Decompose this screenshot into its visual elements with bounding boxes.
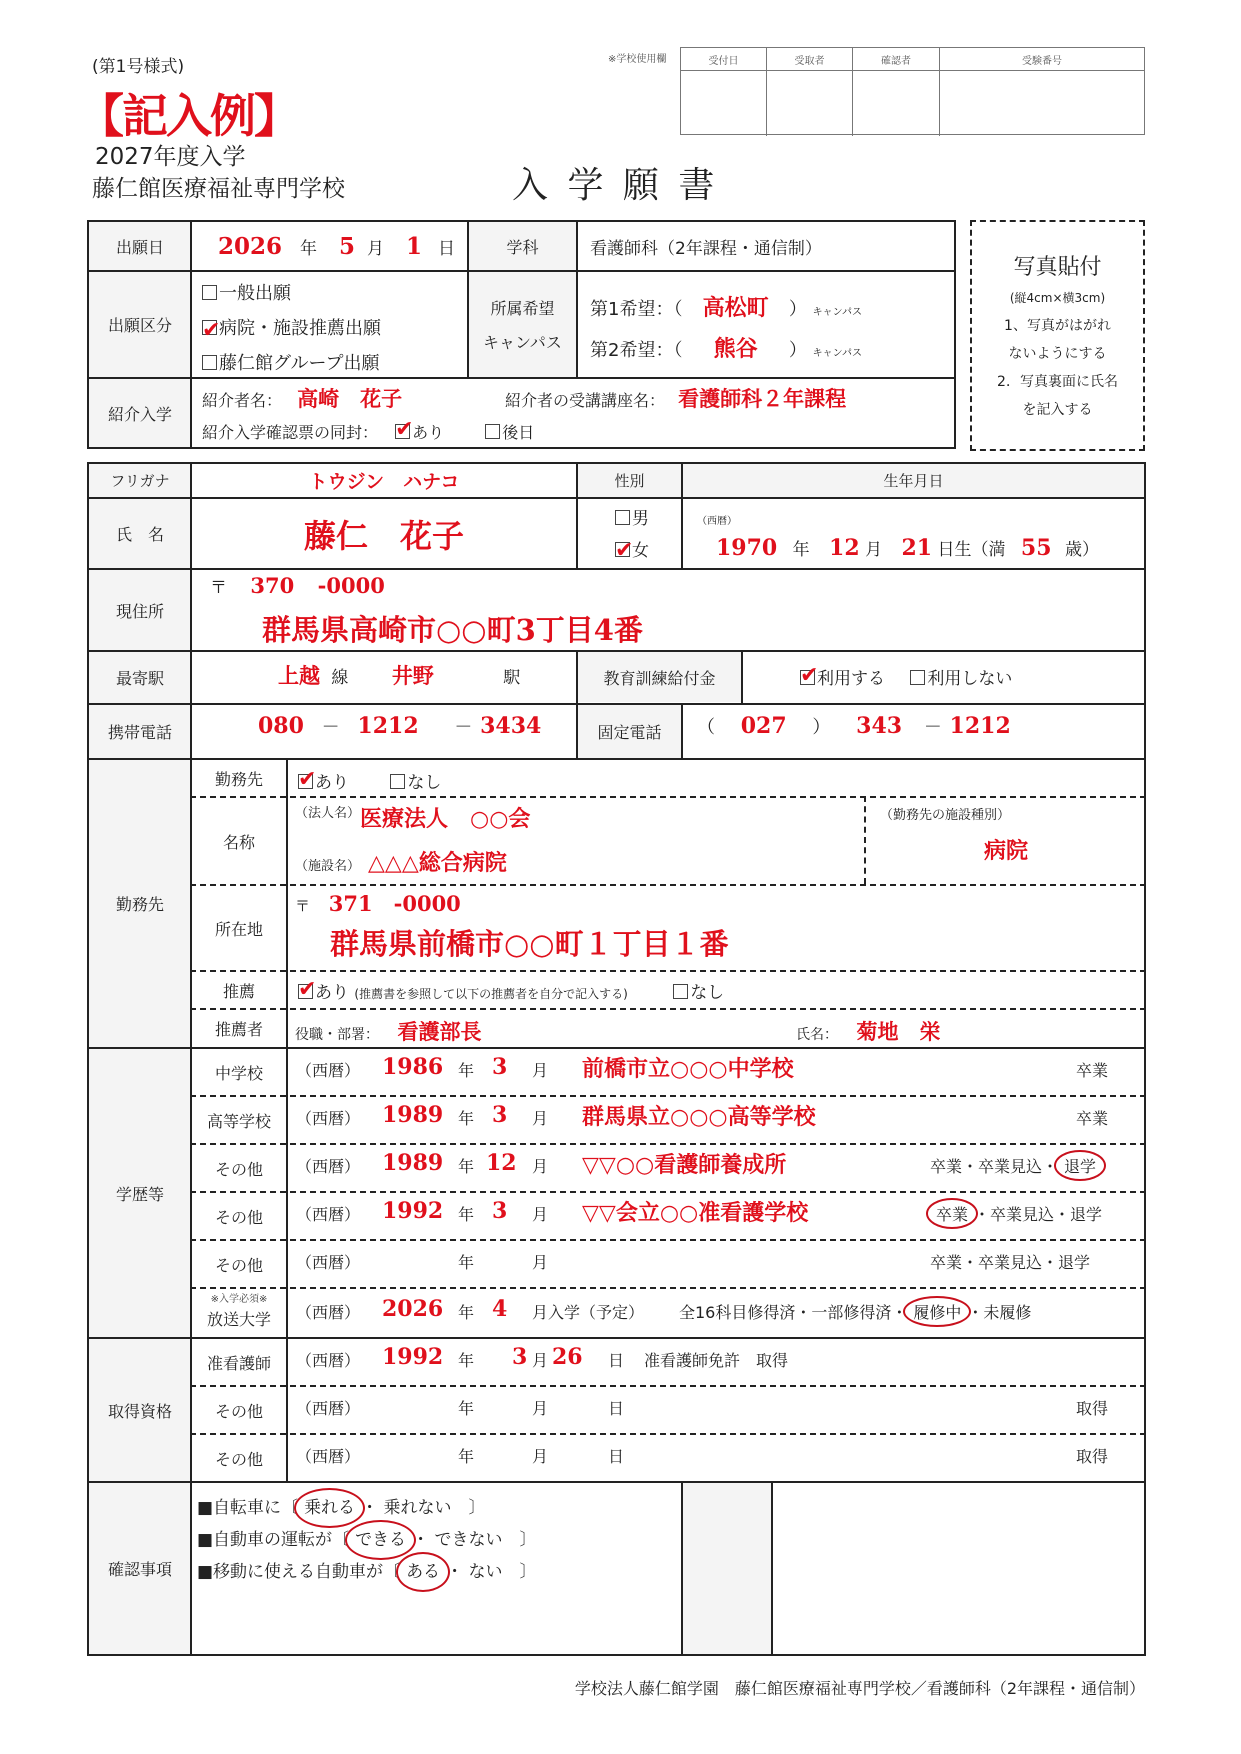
recommender-label: 推薦者 bbox=[214, 1020, 263, 1039]
confirm-section-label: 確認事項 bbox=[107, 1560, 172, 1579]
workplace-postal-value: 371 -0000 bbox=[328, 891, 461, 916]
seireki: （西暦） bbox=[296, 1303, 361, 1322]
status-circled: 履修中 bbox=[903, 1296, 971, 1327]
referrer-course: 看護師科２年課程 bbox=[678, 386, 847, 411]
birth-year: 1970 bbox=[716, 535, 778, 561]
seireki: （西暦） bbox=[296, 1061, 361, 1080]
referrer-course-label: 紹介者の受講講座名： bbox=[505, 391, 666, 410]
photo-note: ないようにする bbox=[1008, 346, 1107, 362]
choice-label: 第2希望：（ bbox=[590, 340, 683, 361]
recommender-name-field[interactable] bbox=[796, 1016, 940, 1046]
gender-options bbox=[615, 503, 649, 567]
col-receiver: 受取者 bbox=[767, 48, 853, 136]
mobile-phone[interactable] bbox=[258, 713, 541, 739]
campus-label bbox=[469, 292, 576, 360]
benefit-use-label: 利用する bbox=[817, 669, 885, 689]
choice-label: 第1希望：（ bbox=[590, 299, 683, 320]
referral-enclosed-label: 紹介入学確認票の同封： bbox=[202, 423, 379, 442]
campus-suffix: キャンパス bbox=[812, 348, 862, 359]
qualification-row[interactable] bbox=[296, 1344, 1146, 1371]
status-circled: 退学 bbox=[1054, 1150, 1106, 1181]
recommender-name: 菊地 栄 bbox=[856, 1019, 941, 1044]
dept-label: 学科 bbox=[506, 237, 539, 257]
status-options: ・未履修 bbox=[967, 1303, 1032, 1322]
benefit-use[interactable] bbox=[800, 669, 885, 689]
checkbox-icon bbox=[615, 510, 630, 525]
status-circled: 卒業 bbox=[926, 1198, 978, 1229]
benefit-options bbox=[800, 664, 1012, 689]
corp-name-field[interactable] bbox=[295, 802, 530, 833]
category-label: 出願区分 bbox=[107, 316, 172, 335]
confirm-rest: ・ ない 〕 bbox=[446, 1562, 537, 1582]
unit: 年 bbox=[458, 1253, 475, 1272]
confirm-prefix: ■自動車の運転が〔 bbox=[197, 1530, 350, 1550]
facility-label: （施設名） bbox=[295, 859, 361, 874]
dash: － bbox=[321, 717, 340, 738]
unit: 年 bbox=[458, 1447, 475, 1466]
seireki: （西暦） bbox=[296, 1109, 361, 1128]
unit: 日生（満 bbox=[937, 540, 1006, 560]
edu-year: 1992 bbox=[382, 1198, 444, 1224]
corp-label: （法人名） bbox=[295, 806, 361, 821]
qual-type: その他 bbox=[214, 1449, 263, 1469]
unit: 月 bbox=[532, 1447, 549, 1466]
workplace-address[interactable]: 群馬県前橋市○○町１丁目１番 bbox=[330, 927, 729, 961]
school-name: 藤仁館医療福祉専門学校 bbox=[92, 176, 345, 202]
confirm-rest: ・ 乗れない 〕 bbox=[361, 1498, 486, 1518]
birth-date[interactable] bbox=[716, 535, 1099, 561]
option-label: 一般出願 bbox=[219, 283, 291, 304]
edu-status bbox=[930, 1202, 1102, 1225]
confirm-circled: 乗れる bbox=[294, 1488, 365, 1528]
unit: 月 bbox=[532, 1157, 549, 1176]
confirm-circled: できる bbox=[345, 1520, 416, 1560]
enclosed-yes-label: あり bbox=[412, 423, 445, 442]
qual-type: 准看護師 bbox=[206, 1353, 271, 1373]
referral-label: 紹介入学 bbox=[107, 404, 172, 424]
confirm-circled: ある bbox=[396, 1552, 450, 1592]
workplace-yes-label: あり bbox=[315, 773, 349, 793]
unit: 線 bbox=[331, 668, 349, 688]
unit: 月 bbox=[865, 540, 883, 560]
qual-day: 26 bbox=[552, 1344, 583, 1370]
workplace-section-label: 勤務先 bbox=[115, 895, 164, 914]
form-number: (第1号様式) bbox=[92, 57, 185, 77]
univ-label: 放送大学 bbox=[206, 1310, 271, 1329]
seireki: （西暦） bbox=[296, 1399, 361, 1418]
gender-female[interactable] bbox=[615, 535, 649, 567]
application-date[interactable] bbox=[192, 222, 467, 270]
edu-status: 卒業・卒業見込・退学 bbox=[930, 1253, 1091, 1272]
facility-name: △△△総合病院 bbox=[368, 850, 507, 876]
birth-label: 生年月日 bbox=[883, 472, 944, 490]
unit: 月 bbox=[532, 1399, 549, 1418]
campus-choice-2[interactable] bbox=[590, 331, 862, 372]
univ-label-cell bbox=[192, 1290, 286, 1330]
edu-type: 中学校 bbox=[214, 1063, 263, 1083]
paren: ） bbox=[788, 340, 807, 361]
gender-female-label: 女 bbox=[632, 541, 649, 561]
address-label: 現住所 bbox=[115, 601, 164, 621]
referrer-course-field[interactable] bbox=[505, 383, 846, 413]
unit: 年 bbox=[458, 1205, 475, 1224]
unit: 年 bbox=[458, 1109, 475, 1128]
photo-note: 2．写真裏面に氏名 bbox=[997, 374, 1118, 390]
category-options bbox=[202, 276, 381, 381]
status-options: ・卒業見込・退学 bbox=[974, 1205, 1103, 1224]
campus-2-value: 熊谷 bbox=[713, 336, 758, 362]
recommend-label: 推薦 bbox=[222, 981, 255, 1001]
workplace-exists-label: 勤務先 bbox=[214, 769, 263, 789]
qualification-row[interactable] bbox=[296, 1444, 1146, 1467]
year-line: 2027年度入学 bbox=[95, 144, 246, 170]
checkbox-icon bbox=[910, 670, 925, 685]
edu-status: 卒業 bbox=[1076, 1061, 1109, 1080]
seireki: （西暦） bbox=[296, 1205, 361, 1224]
postal-icon: 〒 bbox=[210, 578, 227, 598]
recommend-no[interactable] bbox=[673, 983, 724, 1003]
dash: － bbox=[454, 717, 473, 738]
unit: 月入学（予定） bbox=[532, 1303, 645, 1322]
option-group[interactable] bbox=[202, 346, 381, 381]
referrer-name: 高崎 花子 bbox=[297, 386, 403, 411]
edu-status bbox=[930, 1154, 1102, 1177]
day-unit: 日 bbox=[438, 238, 456, 259]
edu-month: 3 bbox=[492, 1054, 508, 1080]
dept-value: 看護師科（2年課程・通信制） bbox=[590, 238, 822, 259]
mobile-2: 1212 bbox=[357, 713, 419, 739]
qual-text: 准看護師免許 取得 bbox=[644, 1351, 789, 1370]
school-use-table bbox=[680, 47, 1145, 135]
landline-3: 1212 bbox=[949, 713, 1011, 739]
campus-label-line1: 所属希望 bbox=[490, 299, 555, 318]
page-title: 入 学 願 書 bbox=[512, 165, 719, 206]
univ-row[interactable] bbox=[296, 1296, 1146, 1323]
edu-type: その他 bbox=[214, 1255, 263, 1275]
qual-year: 1992 bbox=[382, 1344, 444, 1370]
confirm-bicycle[interactable] bbox=[197, 1492, 536, 1524]
month-unit: 月 bbox=[367, 238, 385, 259]
year-unit: 年 bbox=[300, 238, 318, 259]
recommender-name-label: 氏名： bbox=[796, 1027, 838, 1043]
unit: 歳） bbox=[1064, 540, 1099, 560]
option-hospital-recommend[interactable] bbox=[202, 311, 381, 346]
edu-school: ▽▽○○看護師養成所 bbox=[582, 1152, 787, 1178]
workplace-postal[interactable] bbox=[295, 888, 461, 918]
campus-suffix: キャンパス bbox=[812, 307, 862, 318]
confirm-driving[interactable] bbox=[197, 1524, 536, 1556]
unit: 駅 bbox=[503, 668, 521, 688]
education-row[interactable] bbox=[296, 1102, 1146, 1130]
photo-area bbox=[970, 220, 1145, 451]
paren: （ bbox=[697, 717, 715, 738]
status-options: 全16科目修得済・一部修得済・ bbox=[679, 1303, 908, 1322]
name-value[interactable]: 藤仁 花子 bbox=[303, 516, 464, 555]
status-options: 卒業・卒業見込・ bbox=[930, 1157, 1059, 1176]
postal-code[interactable] bbox=[210, 573, 385, 598]
gender-label: 性別 bbox=[614, 472, 645, 490]
edu-type: 高等学校 bbox=[206, 1111, 271, 1131]
edu-status: 卒業 bbox=[1076, 1109, 1109, 1128]
confirm-items bbox=[197, 1492, 536, 1588]
option-label: 藤仁館グループ出願 bbox=[219, 353, 380, 374]
seireki-note: （西暦） bbox=[697, 516, 737, 527]
paren: ） bbox=[812, 717, 831, 738]
seireki: （西暦） bbox=[296, 1157, 361, 1176]
seireki: （西暦） bbox=[296, 1447, 361, 1466]
unit: 月 bbox=[532, 1205, 549, 1224]
qualifications-section-label: 取得資格 bbox=[107, 1401, 172, 1421]
example-mark: 【記入例】 bbox=[78, 89, 298, 143]
education-row[interactable] bbox=[296, 1198, 1146, 1226]
recommend-no-label: なし bbox=[690, 983, 725, 1003]
edu-school: 群馬県立○○○高等学校 bbox=[582, 1104, 816, 1130]
confirm-rest: ・ できない 〕 bbox=[412, 1530, 537, 1550]
campus-label-line2: キャンパス bbox=[483, 333, 562, 352]
corp-name: 医療法人 ○○会 bbox=[360, 806, 531, 832]
photo-note: を記入する bbox=[1022, 402, 1093, 418]
referrer-name-field[interactable] bbox=[202, 383, 402, 413]
referral-enclosed bbox=[202, 420, 534, 443]
referrer-name-label: 紹介者名： bbox=[202, 391, 283, 410]
name-label: 氏 名 bbox=[115, 525, 164, 544]
col-exam-number: 受験番号 bbox=[1022, 56, 1062, 67]
photo-note: 1、写真がはがれ bbox=[1004, 318, 1111, 334]
gender-male-label: 男 bbox=[632, 509, 649, 529]
workplace-location-label: 所在地 bbox=[214, 919, 263, 939]
univ-month: 4 bbox=[492, 1296, 508, 1322]
photo-size: (縦4cm×横3cm) bbox=[1009, 291, 1106, 305]
univ-note: ※入学必須※ bbox=[210, 1294, 268, 1305]
unit: 年 bbox=[458, 1061, 475, 1080]
education-row[interactable] bbox=[296, 1054, 1146, 1082]
education-row[interactable] bbox=[296, 1150, 1146, 1178]
unit: 日 bbox=[608, 1447, 625, 1466]
address-value[interactable]: 群馬県高崎市○○町3丁目4番 bbox=[262, 613, 643, 647]
recommender-position-field[interactable] bbox=[295, 1016, 481, 1046]
facility-type-label: （勤務先の施設種別） bbox=[880, 808, 1011, 823]
mobile-1: 080 bbox=[258, 713, 304, 739]
unit: 年 bbox=[458, 1303, 475, 1322]
station-label: 最寄駅 bbox=[115, 669, 164, 688]
benefit-label: 教育訓練給付金 bbox=[603, 669, 716, 688]
birth-day: 21 bbox=[901, 535, 933, 561]
age: 55 bbox=[1020, 535, 1052, 561]
enclosed-later[interactable] bbox=[485, 423, 534, 442]
unit: 日 bbox=[608, 1351, 625, 1370]
gender-male[interactable] bbox=[615, 503, 649, 535]
edu-month: 12 bbox=[486, 1150, 517, 1176]
postal-2: -0000 bbox=[317, 573, 385, 598]
edu-month: 3 bbox=[492, 1102, 508, 1128]
date-day: 1 bbox=[406, 232, 423, 260]
seireki: （西暦） bbox=[296, 1351, 361, 1370]
edu-year: 1986 bbox=[382, 1054, 444, 1080]
campus-choices bbox=[590, 290, 862, 372]
unit: 月 bbox=[532, 1061, 549, 1080]
unit: 年 bbox=[458, 1399, 475, 1418]
photo-title: 写真貼付 bbox=[1013, 255, 1102, 280]
recommend-yes-label: あり bbox=[315, 983, 349, 1003]
checkbox-checked-icon bbox=[298, 984, 313, 999]
qual-type: その他 bbox=[214, 1401, 263, 1421]
position-label: 役職・部署： bbox=[295, 1027, 379, 1043]
education-section-label: 学歴等 bbox=[115, 1184, 164, 1204]
furigana-label: フリガナ bbox=[110, 472, 170, 490]
date-month: 5 bbox=[339, 232, 356, 260]
benefit-not-use[interactable] bbox=[910, 669, 1012, 689]
nearest-station[interactable] bbox=[278, 660, 520, 690]
workplace-no-label: なし bbox=[407, 773, 442, 793]
facility-type[interactable]: 病院 bbox=[983, 838, 1028, 864]
unit: 年 bbox=[792, 540, 810, 560]
enclosed-later-label: 後日 bbox=[502, 423, 535, 442]
workplace-no[interactable] bbox=[390, 773, 441, 793]
confirm-prefix: ■自転車に〔 bbox=[197, 1498, 299, 1518]
benefit-not-use-label: 利用しない bbox=[927, 669, 1013, 689]
workplace-yes[interactable] bbox=[298, 773, 349, 793]
checkbox-checked-icon bbox=[615, 542, 630, 557]
unit: 日 bbox=[608, 1399, 625, 1418]
mobile-label: 携帯電話 bbox=[107, 723, 172, 742]
edu-school: ▽▽会立○○准看護学校 bbox=[582, 1200, 809, 1226]
unit: 年 bbox=[458, 1157, 475, 1176]
checkbox-icon bbox=[390, 774, 405, 789]
paren: ） bbox=[788, 299, 807, 320]
recommend-note: (推薦書を参照して以下の推薦者を自分で記入する) bbox=[354, 987, 628, 1001]
unit: 月 bbox=[532, 1253, 549, 1272]
workplace-name-label: 名称 bbox=[222, 832, 255, 852]
campus-choice-1[interactable] bbox=[590, 290, 862, 331]
line-name: 上越 bbox=[278, 663, 320, 688]
col-received-date: 受付日 bbox=[681, 48, 767, 136]
edu-year: 1989 bbox=[382, 1102, 444, 1128]
qual-suffix: 取得 bbox=[1076, 1447, 1109, 1466]
confirm-car[interactable] bbox=[197, 1556, 536, 1588]
facility-name-field[interactable] bbox=[295, 846, 507, 877]
recommender-position: 看護部長 bbox=[397, 1019, 482, 1044]
checkbox-icon bbox=[202, 285, 217, 300]
qual-month: 3 bbox=[512, 1344, 528, 1370]
edu-year: 1989 bbox=[382, 1150, 444, 1176]
checkbox-icon bbox=[485, 424, 500, 439]
unit: 年 bbox=[458, 1351, 475, 1370]
unit: 月 bbox=[532, 1109, 549, 1128]
school-use-note: ※学校使用欄 bbox=[608, 54, 667, 65]
landline-2: 343 bbox=[856, 713, 903, 739]
unit: 月 bbox=[532, 1351, 549, 1370]
landline-area: 027 bbox=[740, 713, 787, 739]
seireki: （西暦） bbox=[296, 1253, 361, 1272]
landline-label: 固定電話 bbox=[597, 723, 662, 742]
campus-1-value: 高松町 bbox=[702, 295, 769, 321]
landline-phone[interactable] bbox=[697, 713, 1011, 739]
education-row[interactable] bbox=[296, 1250, 1146, 1273]
univ-year: 2026 bbox=[382, 1296, 444, 1322]
recommend-yes[interactable] bbox=[298, 983, 349, 1003]
date-label: 出願日 bbox=[115, 237, 164, 257]
checkbox-checked-icon bbox=[202, 320, 217, 335]
confirm-prefix: ■移動に使える自動車が〔 bbox=[197, 1562, 401, 1582]
edu-type: その他 bbox=[214, 1159, 263, 1179]
edu-type: その他 bbox=[214, 1207, 263, 1227]
workplace-exists-options bbox=[298, 768, 441, 793]
postal-1: 370 bbox=[250, 573, 295, 598]
checkbox-icon bbox=[673, 984, 688, 999]
furigana-value[interactable]: トウジン ハナコ bbox=[308, 471, 460, 493]
col-confirmer: 確認者 bbox=[853, 48, 940, 136]
recommend-options bbox=[298, 978, 724, 1003]
enclosed-yes[interactable] bbox=[395, 423, 444, 442]
dash: － bbox=[923, 717, 942, 738]
checkbox-checked-icon bbox=[800, 670, 815, 685]
edu-month: 3 bbox=[492, 1198, 508, 1224]
edu-school: 前橋市立○○○中学校 bbox=[582, 1056, 794, 1082]
option-label: 病院・施設推薦出願 bbox=[219, 318, 381, 339]
footer-text: 学校法人藤仁館学園 藤仁館医療福祉専門学校／看護師科（2年課程・通信制） bbox=[574, 1679, 1145, 1698]
checkbox-checked-icon bbox=[298, 774, 313, 789]
checkbox-checked-icon bbox=[395, 424, 410, 439]
checkbox-icon bbox=[202, 355, 217, 370]
station-name: 井野 bbox=[391, 663, 434, 688]
date-year: 2026 bbox=[218, 232, 283, 260]
option-general[interactable] bbox=[202, 276, 381, 311]
qualification-row[interactable] bbox=[296, 1396, 1146, 1419]
birth-month: 12 bbox=[829, 535, 860, 561]
postal-icon: 〒 bbox=[295, 897, 311, 915]
univ-status bbox=[679, 1300, 1031, 1323]
qual-suffix: 取得 bbox=[1076, 1399, 1109, 1418]
mobile-3: 3434 bbox=[480, 713, 542, 739]
